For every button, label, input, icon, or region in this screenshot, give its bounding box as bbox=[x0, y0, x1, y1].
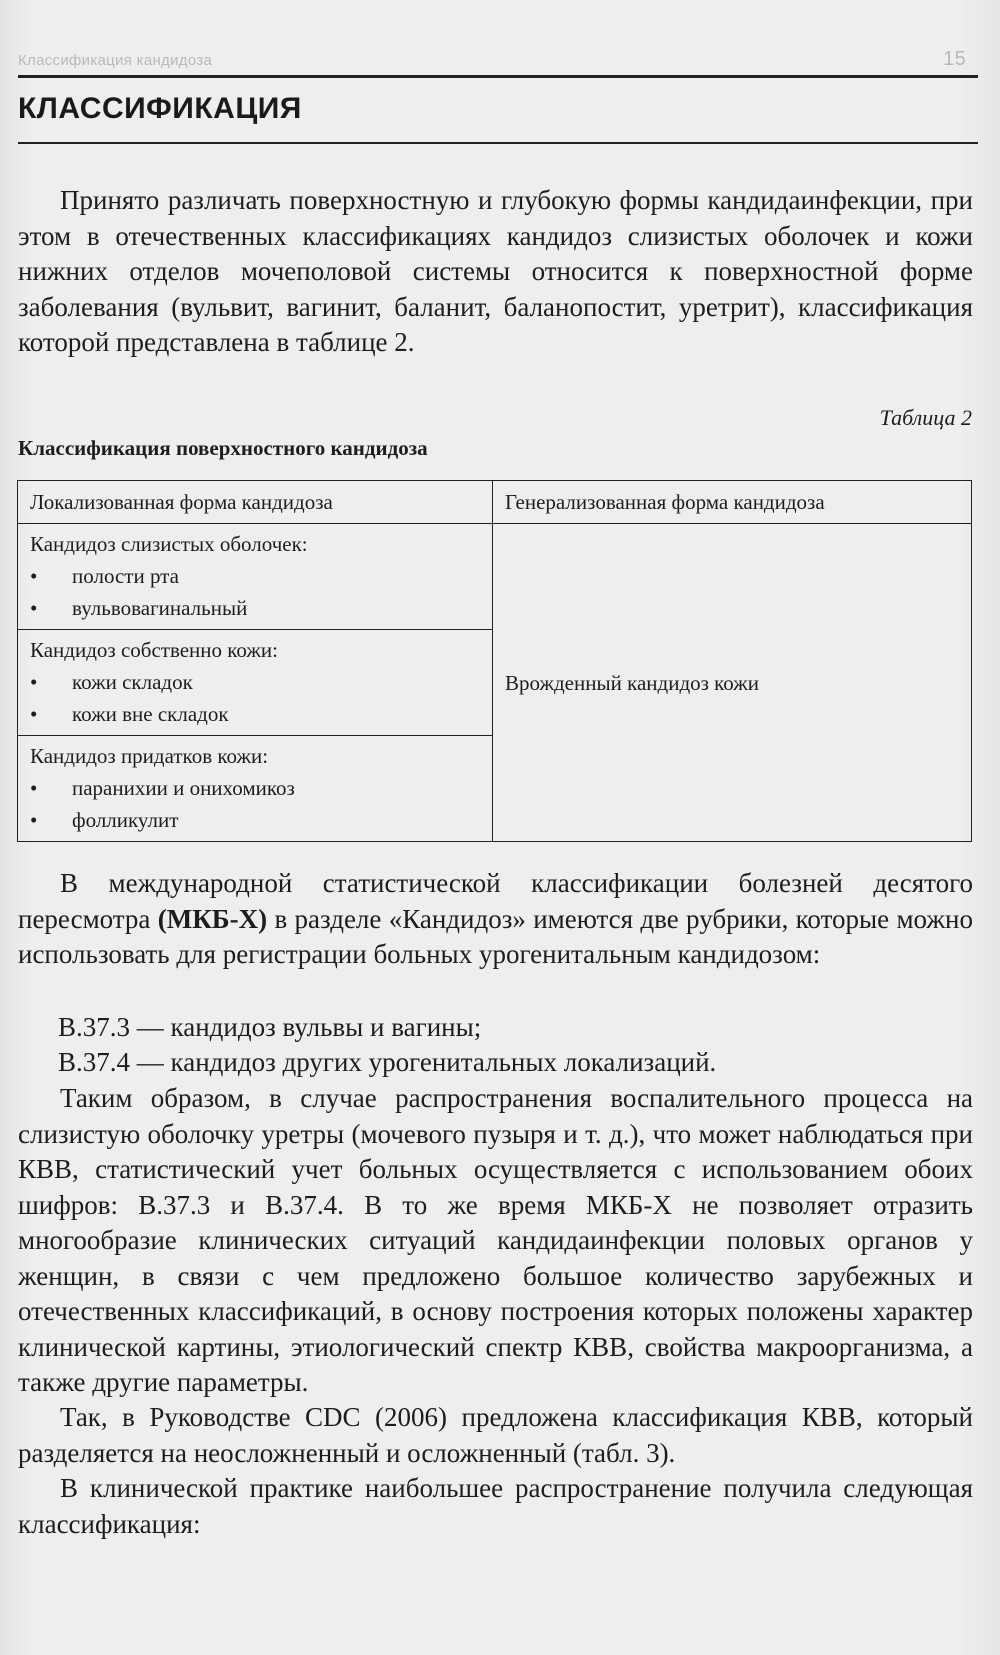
list-item: • кожи складок bbox=[30, 666, 480, 698]
list-item: • кожи вне складок bbox=[30, 698, 480, 730]
paragraph-icd bbox=[18, 866, 973, 973]
running-header bbox=[18, 48, 978, 72]
paragraph-icd-after: в разделе «Кандидоз» имеются две рубрики, которые можно использовать для регистрации больных урогенитальным кандидозом: bbox=[18, 903, 973, 969]
group-list bbox=[30, 560, 480, 624]
group-title: Кандидоз слизистых оболочек: bbox=[30, 532, 308, 556]
page-number: 15 bbox=[943, 48, 966, 70]
table-header-generalized: Генерализованная форма кандидоза bbox=[493, 481, 972, 524]
list-item: • паранихии и онихомикоз bbox=[30, 772, 480, 804]
title-rule bbox=[18, 142, 978, 144]
table-header-localized: Локализованная форма кандидоза bbox=[18, 481, 493, 524]
group-title: Кандидоз собственно кожи: bbox=[30, 638, 278, 662]
list-item: • вульвовагинальный bbox=[30, 592, 480, 624]
running-header-text: Классификация кандидоза bbox=[18, 52, 213, 69]
group-title: Кандидоз придатков кожи: bbox=[30, 744, 269, 768]
icd-code-b374: B.37.4 — кандидоз других урогенитальных локализаций. bbox=[58, 1047, 717, 1077]
paragraph-clinical: В клинической практике наибольшее распространение получила следующая классификация: bbox=[18, 1473, 973, 1539]
paragraph-statistics: Таким образом, в случае распространения воспалительного процесса на слизистую оболочку уретры (мочевого пузыря и т. д.), что может наблюдаться при КВВ, статистический учет больных осуществляется с использованием обоих шифров: B.37.3 и B.37.4. В то же время МКБ-Х не позволяет отразить многообразие клинических ситуаций кандидаинфекции половых органов у женщин, в связи с чем предложено большое количество зарубежных и отечественных классификаций, в основу построения которых положены характер клинической картины, этиологический спектр КВВ, свойства макроорганизма, а также другие параметры. bbox=[18, 1083, 973, 1397]
list-item: • полости рта bbox=[30, 560, 480, 592]
table-cell-skin bbox=[18, 630, 493, 736]
table-label: Таблица 2 bbox=[879, 405, 972, 430]
table-row bbox=[18, 524, 972, 630]
group-list bbox=[30, 772, 480, 836]
top-rule bbox=[18, 75, 978, 78]
group-list bbox=[30, 666, 480, 730]
table-title: Классификация поверхностного кандидоза bbox=[18, 436, 428, 460]
paragraph-cdc: Так, в Руководстве CDC (2006) предложена классификация КВВ, который разделяется на неосложненный и осложненный (табл. 3). bbox=[18, 1402, 973, 1468]
paragraph-intro: Принято различать поверхностную и глубокую формы кандидаинфекции, при этом в отечественных классификациях кандидоз слизистых оболочек и кожи нижних отделов мочеполовой системы относится к поверхностной форме заболевания (вульвит, вагинит, баланит, баланопостит, уретрит), классификация которой представлена в таблице 2. bbox=[18, 185, 973, 357]
paragraph-icd-before: В международной статистической классификации болезней десятого пересмотра bbox=[18, 868, 973, 934]
table-cell-appendages bbox=[18, 736, 493, 842]
table-header-row bbox=[18, 481, 972, 524]
table-cell-mucosa bbox=[18, 524, 493, 630]
list-item: • фолликулит bbox=[30, 804, 480, 836]
icd-abbreviation: (МКБ-Х) bbox=[157, 903, 268, 934]
classification-table bbox=[17, 480, 972, 842]
section-title: КЛАССИФИКАЦИЯ bbox=[18, 92, 302, 125]
icd-code-b373: B.37.3 — кандидоз вульвы и вагины; bbox=[58, 1012, 482, 1042]
table-cell-congenital: Врожденный кандидоз кожи bbox=[493, 524, 972, 842]
